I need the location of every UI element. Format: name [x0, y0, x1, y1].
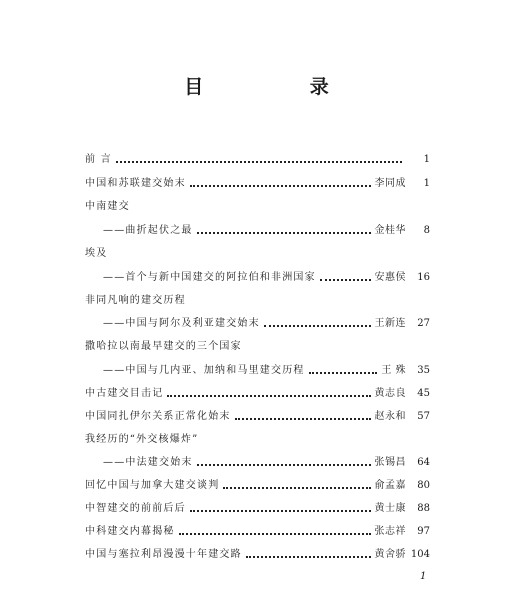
toc-entry-author: 王新连 [374, 318, 406, 329]
toc-entry-page: 1 [423, 154, 430, 165]
toc-entry-subtitle: ——曲折起伏之最 [103, 225, 193, 236]
toc-entry [85, 152, 430, 168]
toc-entry-page: 1 [423, 178, 430, 189]
toc-entry-author: 王 殊 [381, 365, 406, 376]
dot-leader [116, 160, 402, 163]
toc-entry-page: 27 [417, 318, 430, 329]
dot-leader [235, 417, 371, 420]
toc-entry-title: 埃及 [85, 248, 108, 259]
toc-entry-page: 45 [417, 388, 430, 399]
toc-entry-author: 黄舍骄 [374, 549, 406, 560]
toc-entry-author: 黄志良 [374, 388, 406, 399]
toc-entry-title: 我经历的“外交核爆炸” [85, 434, 199, 445]
toc-entry-author: 赵永和 [374, 411, 406, 422]
toc-entry [103, 363, 430, 379]
toc-entry-subtitle: ——首个与新中国建交的阿拉伯和非洲国家 [103, 272, 316, 283]
toc-entry-page: 88 [417, 503, 430, 514]
toc-entry-title: 中科建交内幕揭秘 [85, 526, 175, 537]
toc-entry-page: 57 [417, 411, 430, 422]
dot-leader [309, 371, 378, 374]
toc-entry-page: 80 [417, 480, 430, 491]
toc-entry-author: 张志祥 [374, 526, 406, 537]
toc-entry [85, 386, 430, 402]
toc-entry-heading [85, 339, 242, 355]
toc-entry-page: 8 [423, 225, 430, 236]
toc-entry-heading [85, 432, 198, 448]
toc-entry-title: 非同凡响的建交历程 [85, 295, 186, 306]
toc-entry-title: 撒哈拉以南最早建交的三个国家 [85, 341, 242, 352]
page-number: 1 [420, 571, 427, 582]
toc-entry-title: 中国同扎伊尔关系正常化始末 [85, 411, 231, 422]
toc-entry-title: 中南建交 [85, 201, 130, 212]
dot-leader [197, 231, 371, 234]
dot-leader [320, 278, 371, 281]
dot-leader [223, 486, 370, 489]
toc-entry-author: 张锡昌 [374, 457, 406, 468]
toc-entry-heading [85, 246, 107, 262]
toc-entry-subtitle: ——中国与几内亚、加纳和马里建交历程 [103, 365, 305, 376]
toc-entry [85, 501, 430, 517]
dot-leader [190, 184, 371, 187]
toc-entry [85, 176, 430, 192]
toc-entry-page: 64 [417, 457, 430, 468]
dot-leader [190, 509, 371, 512]
toc-entry-title: 回忆中国与加拿大建交谈判 [85, 480, 220, 491]
page-title: 目 录 [184, 76, 379, 98]
toc-entry [103, 223, 430, 239]
toc-entry-author: 俞孟嘉 [374, 480, 406, 491]
dot-leader [179, 532, 371, 535]
toc-entry [103, 455, 430, 471]
toc-entry-title: 中智建交的前前后后 [85, 503, 186, 514]
toc-entry-page: 16 [417, 272, 430, 283]
toc-entry-author: 李同成 [374, 178, 406, 189]
toc-entry-subtitle: ——中国与阿尔及利亚建交始末 [103, 318, 260, 329]
toc-entry-heading [85, 199, 130, 215]
toc-entry-heading [85, 293, 186, 309]
toc-entry [103, 316, 430, 332]
toc-entry-title: 中国与塞拉利昂漫漫十年建交路 [85, 549, 242, 560]
toc-entry [85, 547, 430, 563]
toc-entry-title: 中国和苏联建交始末 [85, 178, 186, 189]
toc-entry [85, 409, 430, 425]
toc-entry-title: 中古建交目击记 [85, 388, 164, 399]
dot-leader [264, 324, 371, 327]
dot-leader [246, 555, 371, 558]
toc-entry [103, 270, 430, 286]
toc-entry-author: 安惠侯 [374, 272, 406, 283]
toc-entry-page: 97 [417, 526, 430, 537]
toc-entry-subtitle: ——中法建交始末 [103, 457, 193, 468]
toc-entry [85, 524, 430, 540]
toc-entry-author: 黄士康 [374, 503, 406, 514]
toc-entry-author: 金桂华 [374, 225, 406, 236]
dot-leader [167, 394, 370, 397]
toc-entry-title: 前 言 [85, 154, 112, 165]
toc-entry [85, 478, 430, 494]
toc-entry-page: 104 [410, 549, 430, 560]
toc-entry-page: 35 [417, 365, 430, 376]
dot-leader [197, 463, 371, 466]
